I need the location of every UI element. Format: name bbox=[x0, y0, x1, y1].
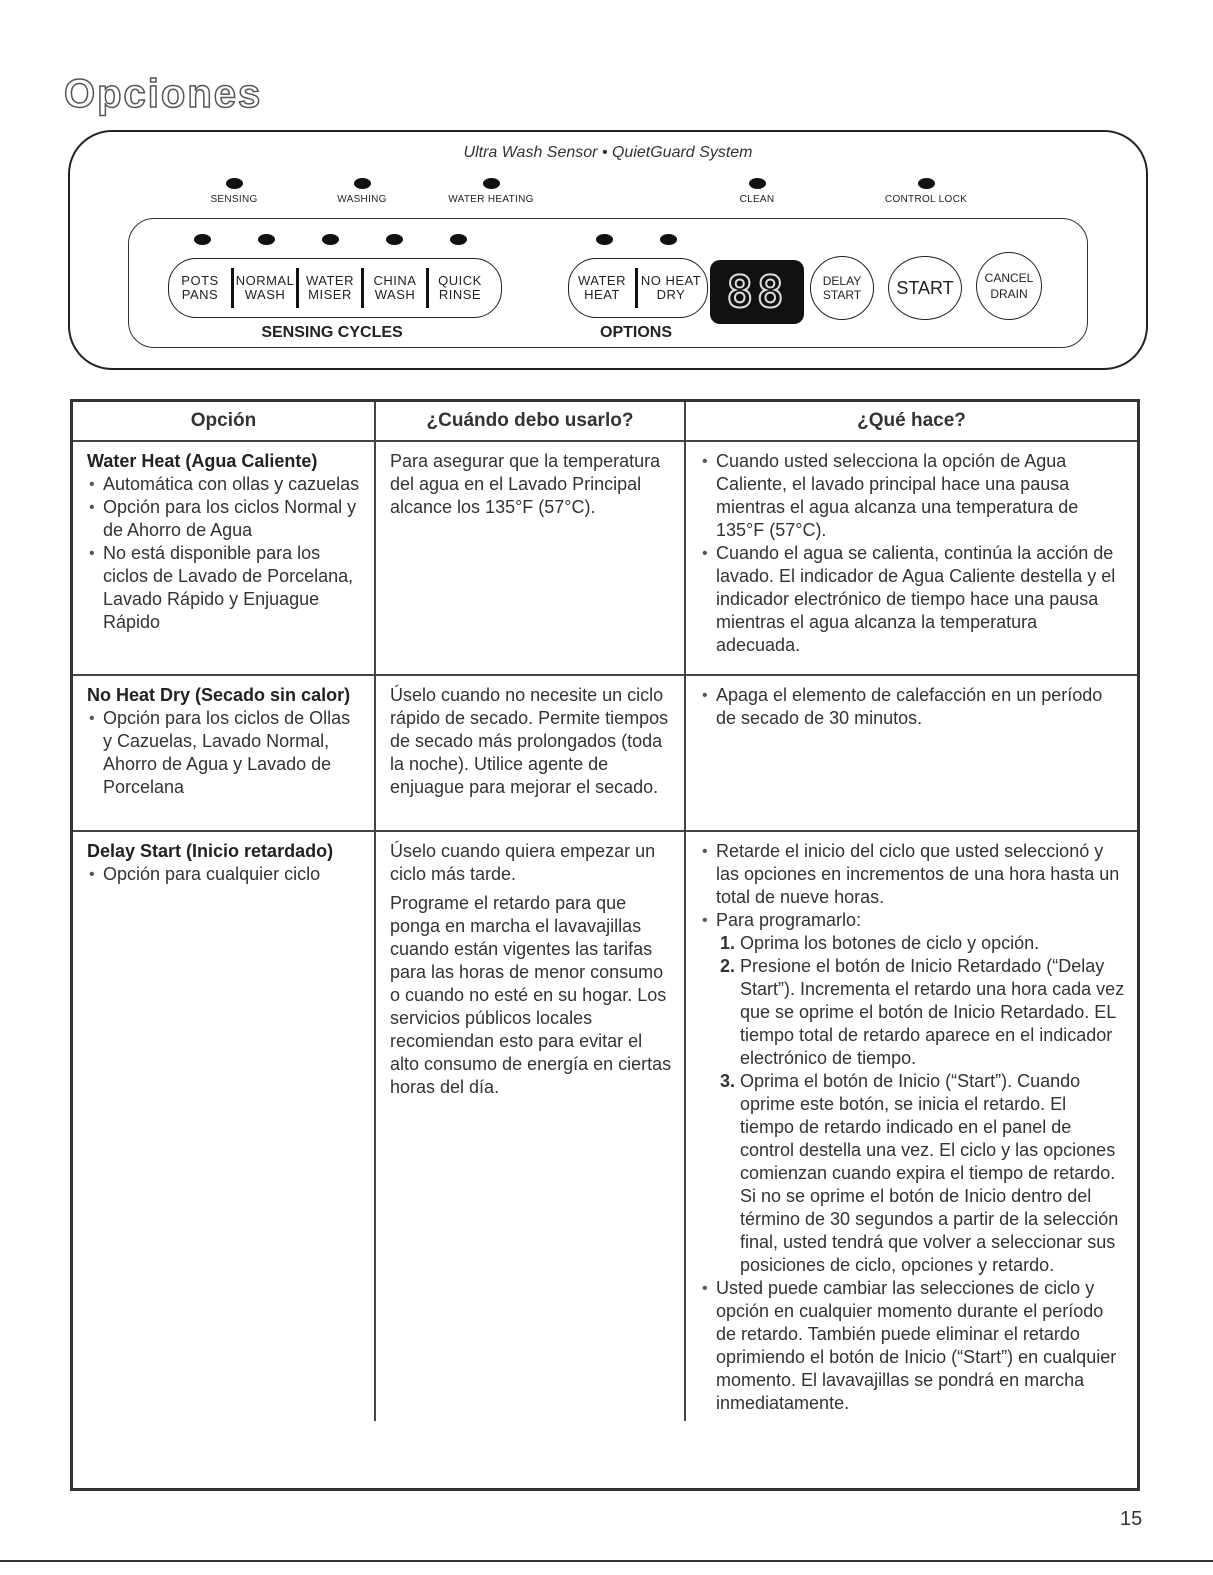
option-bullet: • Opción para cualquier ciclo bbox=[87, 863, 362, 886]
delay-start-button[interactable] bbox=[810, 256, 874, 320]
quick-rinse-button[interactable] bbox=[429, 274, 491, 302]
options-label: OPTIONS bbox=[599, 324, 673, 341]
time-display bbox=[710, 260, 804, 324]
china-wash-led bbox=[386, 234, 403, 245]
normal-wash-led bbox=[258, 234, 275, 245]
what-bullet: • Cuando el agua se calienta, continúa la acción de lavado. El indicador de Agua Caliente destella y el indicador electrónico de tiempo hace una pausa mientras el agua alcanza la temperatura adecuada. bbox=[700, 542, 1125, 657]
water-miser-button[interactable] bbox=[299, 274, 361, 302]
indicator-label: CLEAN bbox=[739, 194, 775, 205]
what-bullet: • Para programarlo: bbox=[700, 909, 1125, 932]
button-label: WASH bbox=[244, 287, 286, 302]
button-label: DRY bbox=[656, 287, 686, 302]
button-label: WATER bbox=[306, 273, 354, 288]
quick-rinse-led bbox=[450, 234, 467, 245]
indicator-label: CONTROL LOCK bbox=[884, 194, 968, 205]
when-cell bbox=[375, 831, 685, 1421]
step-number: 1. bbox=[720, 933, 736, 953]
what-cell bbox=[685, 441, 1137, 675]
page-title: Opciones bbox=[64, 72, 263, 116]
button-label: WASH bbox=[374, 287, 416, 302]
cancel-drain-button[interactable] bbox=[976, 252, 1042, 320]
button-label: POTS bbox=[181, 273, 219, 288]
table-header-row bbox=[73, 402, 1137, 441]
button-label: HEAT bbox=[584, 287, 620, 302]
table-row bbox=[73, 831, 1137, 1421]
normal-wash-button[interactable] bbox=[234, 274, 296, 302]
button-label: CANCEL bbox=[984, 271, 1034, 285]
step-text: Oprima el botón de Inicio (“Start”). Cuando oprime este botón, se inicia el retardo. El tiempo de retardo indicado en el panel de control destella una vez. El ciclo y las opciones comienzan cuando expira el tiempo de retardo. Si no se oprime el botón de Inicio dentro del término de 30 segundos a partir de la selección final, usted tendrá que volver a seleccionar sus posiciones de ciclo, opciones y retardo. bbox=[740, 1071, 1119, 1275]
washing-indicator-light bbox=[354, 178, 371, 189]
what-bullet: • Cuando usted selecciona la opción de Agua Caliente, el lavado principal hace una pausa mientras el agua alcanza una temperatura de 135°F (57°C). bbox=[700, 450, 1125, 542]
option-cell bbox=[73, 441, 375, 675]
what-bullet: • Usted puede cambiar las selecciones de ciclo y opción en cualquier momento durante el período de retardo. También puede eliminar el retardo oprimiendo el botón de Inicio (“Start”) en cualquier momento. El lavavajillas se pondrá en marcha inmediatamente. bbox=[700, 1277, 1125, 1415]
pots-pans-led bbox=[194, 234, 211, 245]
when-text: Úselo cuando quiera empezar un ciclo más tarde. bbox=[390, 841, 656, 884]
options-buttons bbox=[568, 258, 708, 318]
table-row bbox=[73, 441, 1137, 675]
step-item bbox=[720, 1070, 1125, 1277]
no-heat-dry-led bbox=[660, 234, 677, 245]
button-label: CHINA bbox=[373, 273, 417, 288]
option-title: Water Heat (Agua Caliente) bbox=[87, 451, 318, 471]
button-label: QUICK bbox=[438, 273, 482, 288]
water-heating-indicator-light bbox=[483, 178, 500, 189]
option-bullet: • No está disponible para los ciclos de Lavado de Porcelana, Lavado Rápido y Enjuague Rápido bbox=[87, 542, 362, 634]
button-label: NORMAL bbox=[235, 273, 295, 288]
sensing-indicator-light bbox=[226, 178, 243, 189]
option-title: No Heat Dry (Secado sin calor) bbox=[87, 685, 351, 705]
column-header: Opción bbox=[73, 402, 375, 441]
button-label: MISER bbox=[308, 287, 352, 302]
button-label: START bbox=[822, 288, 862, 302]
what-cell bbox=[685, 675, 1137, 831]
what-bullet: • Apaga el elemento de calefacción en un período de secado de 30 minutos. bbox=[700, 684, 1125, 730]
indicator-label: WASHING bbox=[337, 194, 387, 205]
step-text: Presione el botón de Inicio Retardado (“Delay Start”). Incrementa el retardo una hora cada vez que se oprime el botón de Inicio Retardado. EL tiempo total de retardo aparece en el indicador electrónico de tiempo. bbox=[740, 956, 1125, 1068]
button-label: PANS bbox=[181, 287, 219, 302]
china-wash-button[interactable] bbox=[364, 274, 426, 302]
button-label: WATER bbox=[578, 273, 626, 288]
button-label: DELAY bbox=[822, 274, 862, 288]
step-item bbox=[720, 932, 1125, 955]
step-item bbox=[720, 955, 1125, 1070]
what-cell bbox=[685, 831, 1137, 1421]
option-cell bbox=[73, 675, 375, 831]
indicator-label: SENSING bbox=[210, 194, 258, 205]
table-row bbox=[73, 675, 1137, 831]
when-cell bbox=[375, 675, 685, 831]
when-text: Para asegurar que la temperatura del agua en el Lavado Principal alcance los 135°F (57°C). bbox=[390, 451, 661, 517]
column-header: ¿Cuándo debo usarlo? bbox=[375, 402, 685, 441]
water-miser-led bbox=[322, 234, 339, 245]
option-bullet: • Automática con ollas y cazuelas bbox=[87, 473, 362, 496]
panel-header: Ultra Wash Sensor • QuietGuard System bbox=[463, 144, 753, 161]
no-heat-dry-button[interactable] bbox=[638, 274, 704, 302]
option-title: Delay Start (Inicio retardado) bbox=[87, 841, 334, 861]
clean-indicator-light bbox=[749, 178, 766, 189]
when-cell bbox=[375, 441, 685, 675]
sensing-cycles-buttons bbox=[168, 258, 502, 318]
page-number: 15 bbox=[1120, 1508, 1143, 1530]
button-label: NO HEAT bbox=[640, 273, 702, 288]
button-label: RINSE bbox=[438, 287, 482, 302]
control-panel bbox=[68, 130, 1148, 370]
sensing-cycles-label: SENSING CYCLES bbox=[261, 324, 403, 341]
step-text: Oprima los botones de ciclo y opción. bbox=[740, 933, 1040, 953]
indicator-label: WATER HEATING bbox=[448, 194, 534, 205]
option-bullet: • Opción para los ciclos Normal y de Ahorro de Agua bbox=[87, 496, 362, 542]
button-label: DRAIN bbox=[990, 287, 1028, 301]
step-number: 2. bbox=[720, 956, 736, 976]
options-table bbox=[70, 399, 1140, 1491]
step-number: 3. bbox=[720, 1071, 736, 1091]
when-text: Programe el retardo para que ponga en marcha el lavavajillas cuando están vigentes las tarifas para las horas de menor consumo o cuando no esté en su hogar. Los servicios públicos locales recomiendan esto para evitar el alto consumo de energía en ciertas horas del día. bbox=[390, 893, 672, 1097]
water-heat-button[interactable] bbox=[569, 274, 635, 302]
pots-pans-button[interactable] bbox=[169, 274, 231, 302]
when-text: Úselo cuando no necesite un ciclo rápido de secado. Permite tiempos de secado más prolongados (toda la noche). Utilice agente de enjuague para mejorar el secado. bbox=[390, 685, 669, 797]
water-heat-led bbox=[596, 234, 613, 245]
option-bullet: • Opción para los ciclos de Ollas y Cazuelas, Lavado Normal, Ahorro de Agua y Lavado de Porcelana bbox=[87, 707, 362, 799]
start-button[interactable]: START bbox=[888, 256, 962, 320]
bottom-rule bbox=[0, 1560, 1213, 1562]
column-header: ¿Qué hace? bbox=[685, 402, 1137, 441]
option-cell bbox=[73, 831, 375, 1421]
what-bullet: • Retarde el inicio del ciclo que usted seleccionó y las opciones en incrementos de una hora hasta un total de nueve horas. bbox=[700, 840, 1125, 909]
control-lock-indicator-light bbox=[918, 178, 935, 189]
display-digits: 88 bbox=[726, 266, 788, 318]
